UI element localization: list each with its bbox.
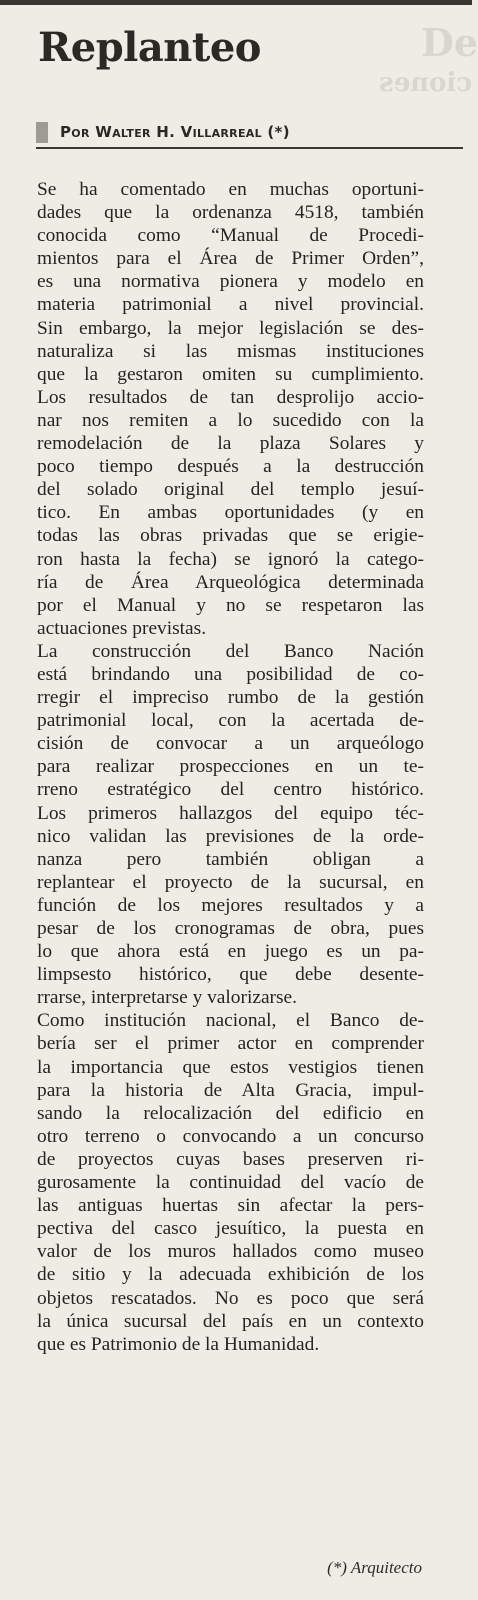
text-line: es una normativa pionera y modelo en (37, 271, 424, 293)
text-line: Como institución nacional, el Banco de- (37, 1010, 424, 1032)
text-line: objetos rescatados. No es poco que será (37, 1287, 424, 1309)
text-line: ron hasta la fecha) se ignoró la catego- (37, 548, 424, 570)
text-line: nico validan las previsiones de la orde- (37, 825, 424, 847)
text-line: todas las obras privadas que se erigie- (37, 525, 424, 547)
text-line: por el Manual y no se respetaron las (37, 594, 424, 616)
text-line: patrimonial local, con la acertada de- (37, 710, 424, 732)
text-line: la importancia que estos vestigios tienen (37, 1056, 424, 1078)
text-line: sando la relocalización del edificio en (37, 1102, 424, 1124)
text-line: mientos para el Área de Primer Orden”, (37, 248, 424, 270)
text-line: función de los mejores resultados y a (37, 894, 424, 916)
text-line: para realizar prospecciones en un te- (37, 756, 424, 778)
text-line: rrarse, interpretarse y valorizarse. (37, 987, 298, 1009)
text-line: limpsesto histórico, que debe desente- (37, 964, 424, 986)
text-line: otro terreno o convocando a un concurso (37, 1125, 424, 1147)
article-body (37, 178, 424, 1356)
text-line: valor de los muros hallados como museo (37, 1241, 424, 1263)
top-rule (0, 0, 472, 5)
text-line: naturaliza si las mismas instituciones (37, 340, 424, 362)
text-line: conocida como “Manual de Procedi- (37, 225, 424, 247)
text-line: poco tiempo después a la destrucción (37, 456, 424, 478)
text-line: actuaciones previstas. (37, 617, 207, 639)
text-line: pesar de los cronogramas de obra, pues (37, 918, 424, 939)
text-line: está brindando una posibilidad de co- (37, 663, 424, 685)
text-line: materia patrimonial a nivel provincial. (37, 294, 424, 316)
byline (36, 121, 463, 149)
article-title: Replanteo (38, 24, 261, 71)
text-line: la única sucursal del país en un contexto (37, 1310, 424, 1332)
body-paragraph (37, 640, 424, 1010)
text-line: lo que ahora está en juego es un pa- (37, 941, 424, 963)
text-line: La construcción del Banco Nación (37, 640, 424, 662)
text-line: ría de Área Arqueológica determinada (37, 571, 424, 593)
text-line: que la gestaron omiten su cumplimiento. (37, 363, 424, 385)
text-line: de sitio y la adecuada exhibición de los (37, 1264, 424, 1286)
text-line: Los primeros hallazgos del equipo téc- (37, 802, 424, 824)
text-line: cisión de convocar a un arqueólogo (37, 733, 424, 755)
text-line: de proyectos cuyas bases preserven ri- (37, 1148, 424, 1170)
body-paragraph (37, 178, 424, 640)
text-line: Sin embargo, la mejor legislación se des- (37, 317, 424, 339)
text-line: rregir el impreciso rumbo de la gestión (37, 687, 424, 709)
text-line: nar nos remiten a lo sucedido con la (37, 409, 424, 431)
text-line: remodelación de la plaza Solares y (37, 433, 424, 455)
text-line: nanza pero también obligan a (37, 848, 424, 870)
text-line: rreno estratégico del centro histórico. (37, 779, 424, 801)
text-line: gurosamente la continuidad del vacío de (37, 1172, 424, 1194)
text-line: bería ser el primer actor en comprender (37, 1033, 424, 1055)
text-line: Se ha comentado en muchas oportuni- (37, 179, 424, 200)
body-paragraph (37, 1009, 424, 1355)
text-line: del solado original del templo jesuí- (37, 479, 424, 501)
byline-author: Por Walter H. Villarreal (*) (60, 123, 290, 141)
text-line: pectiva del casco jesuítico, la puesta en (37, 1218, 424, 1240)
text-line: tico. En ambas oportunidades (y en (37, 502, 424, 524)
text-line: para la historia de Alta Gracia, impul- (37, 1079, 424, 1101)
text-line: que es Patrimonio de la Humanidad. (37, 1333, 320, 1355)
text-line: las antiguas huertas sin afectar la pers- (37, 1195, 424, 1217)
text-line: replantear el proyecto de la sucursal, en (37, 871, 424, 893)
text-line: dades que la ordenanza 4518, también (37, 202, 424, 224)
text-line: Los resultados de tan desprolijo accio- (37, 386, 424, 408)
author-footnote: (*) Arquitecto (327, 1558, 422, 1577)
byline-marker (36, 122, 48, 143)
show-through-text: De ciones (378, 20, 478, 98)
